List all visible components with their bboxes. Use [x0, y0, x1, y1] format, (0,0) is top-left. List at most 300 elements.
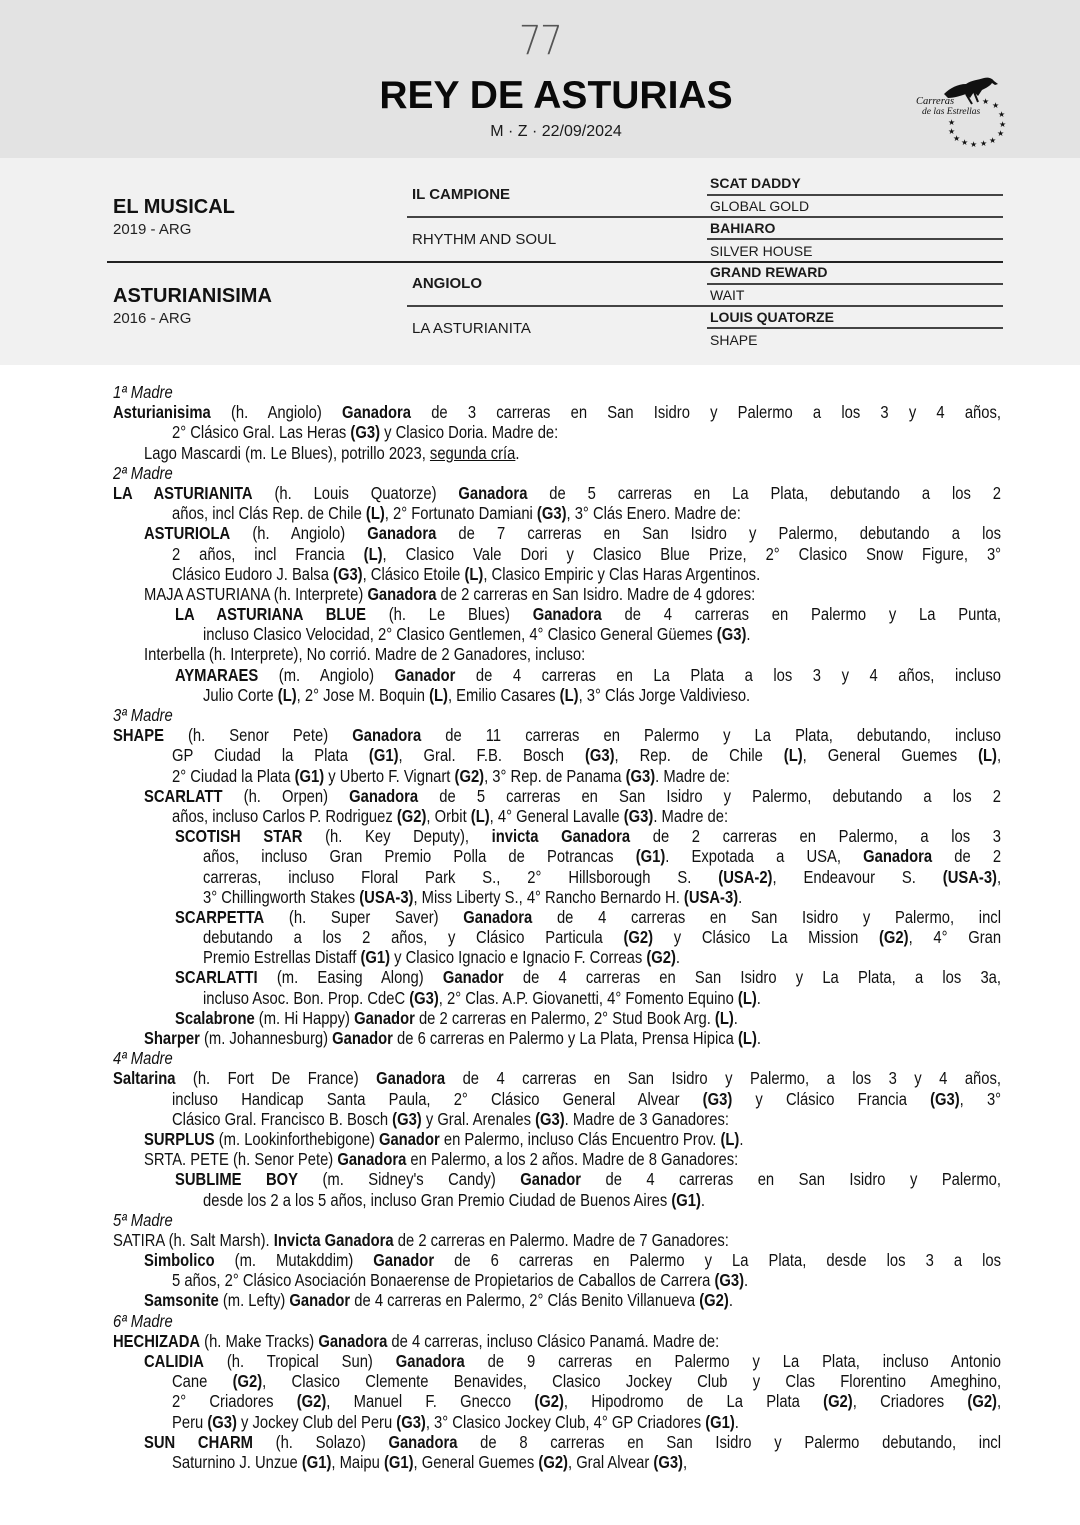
bold-text: (L) [783, 745, 803, 766]
text: de 7 carreras en San Isidro y Palermo, debutando a los [436, 523, 1001, 544]
bold-text: (USA-2) [718, 866, 773, 887]
text: , Maipu [331, 1451, 384, 1472]
bold-text: (G1) [671, 1189, 701, 1210]
text-line [113, 1068, 1001, 1088]
text-line [113, 1452, 1001, 1472]
svg-text:★: ★ [982, 97, 990, 106]
bold-text: (L) [977, 745, 997, 766]
text: de 4 carreras, incluso Clásico Panamá. Madre de: [387, 1330, 720, 1351]
dam-name: ASTURIANISIMA [113, 285, 272, 307]
bold-text: Ganadora [367, 583, 437, 604]
page-title: REY DE ASTURIAS [379, 74, 733, 117]
text-line [113, 725, 1001, 745]
great-grandparent: WAIT [710, 287, 745, 303]
svg-text:★: ★ [997, 129, 1005, 138]
text: Saturnino J. Unzue [171, 1451, 302, 1472]
text: 3ª Madre [113, 705, 173, 725]
text: de 4 carreras en Palermo, 2° Clás Benito Villanueva [350, 1290, 700, 1311]
text-line [113, 1028, 1001, 1048]
bold-text: SHAPE [113, 725, 164, 746]
divider [407, 305, 1003, 307]
text: . [743, 1270, 749, 1291]
text-line [113, 826, 1001, 846]
bold-text: Ganador [332, 1028, 393, 1048]
bold-text: SUBLIME BOY [175, 1169, 299, 1190]
great-grandparent: SCAT DADDY [710, 175, 801, 191]
text-line [113, 1169, 1001, 1189]
bold-text: Ganadora [863, 846, 933, 867]
bold-text: Ganadora [318, 1330, 388, 1351]
text: de 11 carreras en Palermo y La Plata, debutando, incluso [421, 725, 1001, 746]
text: (h. Super Saver) [264, 906, 464, 927]
text: . Madre de: [653, 805, 728, 826]
text: , [682, 1451, 687, 1472]
svg-text:★: ★ [989, 136, 997, 145]
text: (h. Key Deputy), [302, 826, 492, 847]
text: de 5 carreras en San Isidro y Palermo, debutando a los 2 [418, 785, 1001, 806]
text: años, incluso Carlos P. Rodriguez [171, 805, 397, 826]
bold-text: (G3) [332, 563, 363, 584]
bold-text: (USA-3) [683, 886, 739, 907]
text: (m. Angiolo) [258, 664, 395, 685]
bold-text: (G2) [623, 927, 653, 948]
text: , Gral Alvear [567, 1451, 654, 1472]
text: Cane [171, 1371, 233, 1392]
bold-text: Ganadora [532, 604, 602, 625]
bold-text: (G3) [534, 1108, 565, 1129]
text: SRTA. PETE (h. Senor Pete) [144, 1149, 338, 1170]
text: en Palermo, a los 2 años. Madre de 8 Ganadores: [406, 1149, 739, 1170]
section-heading [113, 382, 1001, 402]
text-line [113, 1149, 1001, 1169]
bold-text: (G1) [301, 1451, 332, 1472]
bold-text: (G2) [699, 1290, 729, 1311]
text: 5ª Madre [113, 1209, 173, 1230]
bold-text: Samsonite [144, 1290, 219, 1311]
bold-text: (G1) [705, 1411, 735, 1432]
text: . [728, 1290, 733, 1311]
text-line [113, 523, 1001, 543]
text: 5 años, 2° Clásico Asociación Bonaerense de Propietarios de Caballos de Carrera [171, 1270, 715, 1291]
text: de 4 carreras en La Plata a los 3 y 4 años, incluso [455, 664, 1001, 685]
text: , 3° Clasico Jockey Club, 4° GP Criadores [425, 1411, 706, 1432]
pedigree-table [0, 158, 1080, 365]
bold-text: (G3) [929, 1088, 960, 1109]
text: de 3 carreras en San Isidro y Palermo a los 3 y 4 años, [411, 402, 1001, 423]
text-line [113, 947, 1001, 967]
bold-text: Ganadora [352, 725, 422, 746]
bold-text: (L) [470, 805, 490, 826]
text: . [739, 1128, 744, 1149]
logo-text-line2: de las Estrellas [922, 107, 981, 117]
text: , Clasico Empiric y Clas Haras Argentinos. [483, 563, 761, 584]
bold-text: Ganadora [367, 523, 437, 544]
bold-text: Ganador [289, 1290, 351, 1311]
bold-text: (G2) [232, 1371, 263, 1392]
text: y Clásico La Mission [652, 927, 879, 948]
text: . [738, 886, 743, 907]
text: , General Guemes [413, 1451, 539, 1472]
text: de 6 carreras en Palermo y La Plata, Prensa Hipica [392, 1028, 739, 1048]
text: . [746, 624, 751, 645]
bold-text: Sharper [144, 1028, 200, 1048]
text: Premio Estrellas Distaff [202, 947, 361, 968]
bold-text: (G1) [383, 1451, 414, 1472]
text-line [113, 1412, 1001, 1432]
text: Lago Mascardi (m. Le Blues), potrillo 2023, [144, 442, 430, 463]
section-heading [113, 1311, 1001, 1331]
text: , Miss Liberty S., 4° Rancho Bernardo H. [413, 886, 684, 907]
great-grandparent: SILVER HOUSE [710, 243, 813, 259]
text: (m. Lookinforthebigone) [214, 1128, 379, 1149]
bold-text: Ganadora [463, 906, 533, 927]
svg-text:★: ★ [992, 101, 1000, 110]
text: , 3° Rep. de Panama [483, 765, 626, 786]
great-grandparent: SHAPE [710, 332, 758, 348]
bold-text: SURPLUS [144, 1128, 215, 1149]
text-line [113, 1391, 1001, 1411]
bold-text: (G1) [294, 765, 325, 786]
section-heading [113, 463, 1001, 483]
text: , 4° Gran [908, 927, 1001, 948]
logo-text-line1: Carreras [916, 96, 955, 107]
bold-text: (G2) [296, 1391, 327, 1412]
text-line [113, 967, 1001, 987]
text: incluso Handicap Santa Paula, 2° Clásico General Alvear [171, 1088, 703, 1109]
bold-text: (USA-3) [359, 886, 414, 907]
bold-text: (L) [428, 684, 448, 705]
underlined-text: segunda cría [429, 442, 516, 463]
text-line [113, 1290, 1001, 1310]
svg-text:★: ★ [948, 118, 956, 127]
bold-text: (G2) [534, 1391, 564, 1412]
bold-text: (G1) [360, 947, 390, 968]
bold-text: (G3) [716, 624, 747, 645]
text-line [113, 1371, 1001, 1391]
text: debutando a los 2 años, y Clásico Particula [202, 927, 624, 948]
text-line [113, 402, 1001, 422]
bold-text: (G3) [653, 1451, 683, 1472]
text: de 5 carreras en La Plata, debutando a los 2 [527, 482, 1001, 503]
text: , 4° General Lavalle [489, 805, 624, 826]
text-line [113, 1089, 1001, 1109]
text-line [113, 867, 1001, 887]
text: de 2 carreras en San Isidro. Madre de 4 gdores: [436, 583, 756, 604]
text: y Jockey Club del Peru [236, 1411, 397, 1432]
text: (h. Angiolo) [230, 523, 368, 544]
text: . Madre de: [655, 765, 730, 786]
text: Interbella (h. Interprete), No corrió. Madre de 2 Ganadores, incluso: [144, 644, 586, 665]
text: , Rep. de Chile [614, 745, 784, 766]
text-line [113, 443, 1001, 463]
text: , Orbit [426, 805, 471, 826]
text: . [733, 1007, 738, 1028]
text: de 2 carreras en Palermo. Madre de 7 Ganadores: [393, 1229, 729, 1250]
bold-text: Ganadora [349, 785, 419, 806]
great-grandparent: LOUIS QUATORZE [710, 309, 834, 325]
grandsire-paternal: IL CAMPIONE [412, 186, 511, 203]
text: (m. Johannesburg) [199, 1028, 333, 1048]
svg-text:★: ★ [998, 110, 1006, 119]
text-line [113, 786, 1001, 806]
text: , [996, 866, 1001, 887]
grandsire-maternal: ANGIOLO [412, 275, 482, 292]
bold-text: (G2) [878, 927, 909, 948]
text: (m. Mutakddim) [214, 1250, 374, 1271]
text: . [756, 1028, 761, 1048]
bold-text: Ganadora [342, 402, 412, 423]
bold-text: (L) [464, 563, 484, 584]
bold-text: (L) [720, 1128, 740, 1149]
sire-info: 2019 - ARG [113, 221, 192, 238]
text: Peru [171, 1411, 208, 1432]
bold-text: ASTURIOLA [144, 523, 231, 544]
bold-text: SCARLATT [144, 785, 223, 806]
text: , Hipodromo de La Plata [563, 1391, 824, 1412]
bold-text: (G2) [646, 947, 676, 968]
text: de 4 carreras en San Isidro y Palermo, a los 3 y 4 años, [445, 1068, 1001, 1089]
text: (h. Make Tracks) [200, 1330, 319, 1351]
text: desde los 2 a los 5 años, incluso Gran Premio Ciudad de Buenos Aires [202, 1189, 672, 1210]
bold-text: Ganadora [388, 1431, 458, 1452]
bold-text: Ganadora [395, 1351, 465, 1371]
bold-text: invicta Ganadora [491, 826, 631, 847]
text-line [113, 1129, 1001, 1149]
text: Julio Corte [202, 684, 278, 705]
bold-text: Ganadora [376, 1068, 446, 1089]
text: y Uberto F. Vignart [324, 765, 455, 786]
text: 2° Ciudad la Plata [171, 765, 295, 786]
bold-text: SUN CHARM [144, 1431, 253, 1452]
text: . Expotada a USA, [665, 846, 864, 867]
text: . [675, 947, 680, 968]
text: de 4 carreras en San Isidro y Palermo, incl [532, 906, 1001, 927]
bold-text: Ganador [394, 664, 456, 685]
text: carreras, incluso Floral Park S., 2° Hillsborough S. [202, 866, 719, 887]
granddam-paternal: RHYTHM AND SOUL [412, 231, 557, 248]
text: (h. Solazo) [252, 1431, 389, 1452]
divider [407, 216, 1003, 218]
text: . [700, 1189, 705, 1210]
bold-text: LA ASTURIANA BLUE [175, 604, 366, 625]
catalogue-text [113, 382, 1001, 1472]
bold-text: (G3) [350, 422, 380, 443]
bold-text: (G3) [623, 805, 654, 826]
text: 2° Clásico Gral. Las Heras [171, 422, 351, 443]
text: , Criadores [852, 1391, 968, 1412]
text-line [113, 544, 1001, 564]
text: años, incluso Gran Premio Polla de Potrancas [202, 846, 636, 867]
text-line [113, 503, 1001, 523]
text-line [113, 1190, 1001, 1210]
text: de 2 carreras en Palermo, 2° Stud Book Arg. [414, 1007, 715, 1028]
bold-text: Ganadora [458, 482, 528, 503]
text: 6ª Madre [113, 1310, 173, 1331]
bold-text: Simbolico [144, 1250, 215, 1271]
bold-text: (G2) [823, 1391, 853, 1412]
text-line [113, 624, 1001, 644]
bold-text: (G3) [409, 987, 439, 1008]
text: . [734, 1411, 739, 1432]
text: , [996, 745, 1001, 766]
carreras-de-las-estrellas-logo [912, 72, 1010, 148]
bold-text: Invicta Ganadora [273, 1229, 394, 1250]
text: de 6 carreras en Palermo y La Plata, desde los 3 a los [434, 1250, 1001, 1271]
text: (h. Louis Quatorze) [252, 482, 459, 503]
text-line [113, 1270, 1001, 1290]
bold-text: (G2) [454, 765, 484, 786]
text: en Palermo, incluso Clás Encuentro Prov. [439, 1128, 721, 1149]
bold-text: (G3) [702, 1088, 733, 1109]
bold-text: (G1) [635, 846, 666, 867]
text: , Endeavour S. [772, 866, 943, 887]
text: (h. Orpen) [222, 785, 350, 806]
text: de 4 carreras en San Isidro y La Plata, a los 3a, [503, 967, 1001, 988]
text: , Clasico Clemente Benavides, Clasico Jockey Club y Clas Florentino Ameghino, [262, 1371, 1001, 1392]
text: años, incl Clás Rep. de Chile [171, 503, 366, 524]
bold-text: LA ASTURIANITA [113, 482, 253, 503]
text: . Madre de 3 Ganadores: [564, 1108, 729, 1129]
text-line [113, 887, 1001, 907]
bold-text: Scalabrone [175, 1007, 255, 1028]
text: (h. Fort De France) [175, 1068, 377, 1089]
text-line [113, 422, 1001, 442]
bold-text: Asturianisima [113, 402, 211, 423]
bold-text: Saltarina [113, 1068, 176, 1089]
great-grandparent: GRAND REWARD [710, 264, 828, 280]
text-line [113, 1230, 1001, 1250]
bold-text: (G2) [538, 1451, 568, 1472]
text: GP Ciudad la Plata [171, 745, 369, 766]
text-line [113, 665, 1001, 685]
bold-text: (G1) [368, 745, 399, 766]
text: , 3° [959, 1088, 1001, 1109]
text-line [113, 846, 1001, 866]
bold-text: (G3) [584, 745, 615, 766]
text: 2ª Madre [113, 462, 173, 483]
svg-text:★: ★ [970, 140, 978, 148]
bold-text: (G3) [207, 1411, 237, 1432]
bold-text: HECHIZADA [113, 1330, 201, 1351]
text-line [113, 1109, 1001, 1129]
text-line [113, 1351, 1001, 1371]
divider [107, 261, 1003, 263]
text: , Emilio Casares [447, 684, 560, 705]
bold-text: SCOTISH STAR [175, 826, 303, 847]
text: 2° Criadores [171, 1391, 297, 1412]
text: (h. Angiolo) [210, 402, 343, 423]
bold-text: (G2) [967, 1391, 997, 1412]
text-line [113, 564, 1001, 584]
text-line [113, 988, 1001, 1008]
text: de 9 carreras en Palermo y La Plata, incluso Antonio [464, 1351, 1001, 1371]
text: . [515, 442, 520, 463]
text: , General Guemes [802, 745, 978, 766]
text: (h. Senor Pete) [163, 725, 353, 746]
text: , 2° Jose M. Boquin [296, 684, 429, 705]
section-heading [113, 1048, 1001, 1068]
bold-text: (L) [738, 1028, 757, 1048]
text: MAJA ASTURIANA (h. Interprete) [144, 583, 368, 604]
text-line [113, 1331, 1001, 1351]
text: (m. Easing Along) [257, 967, 443, 988]
bold-text: (G3) [714, 1270, 744, 1291]
text-line [113, 685, 1001, 705]
bold-text: SCARLATTI [175, 967, 258, 988]
text: (h. Le Blues) [365, 604, 533, 625]
text: y Gral. Arenales [421, 1108, 535, 1129]
text-line [113, 1250, 1001, 1270]
bold-text: (L) [365, 503, 385, 524]
bold-text: (L) [559, 684, 579, 705]
svg-text:★: ★ [948, 127, 956, 136]
text: (m. Sidney's Candy) [298, 1169, 521, 1190]
section-heading [113, 705, 1001, 725]
text: 1ª Madre [113, 382, 173, 402]
bold-text: (L) [714, 1007, 734, 1028]
text: (h. Tropical Sun) [203, 1351, 396, 1371]
divider [707, 238, 1003, 240]
section-heading [113, 1210, 1001, 1230]
text-line [113, 604, 1001, 624]
text: , 3° Clás Enero. Madre de: [566, 503, 741, 524]
divider [707, 283, 1003, 285]
text: . [756, 987, 761, 1008]
bold-text: (L) [363, 543, 383, 564]
text: de 2 [932, 846, 1001, 867]
bold-text: (G3) [396, 1411, 426, 1432]
text-line [113, 806, 1001, 826]
text: (m. Lefty) [218, 1290, 290, 1311]
text: de 2 carreras en Palermo, a los 3 [630, 826, 1001, 847]
text-line [113, 766, 1001, 786]
text-line [113, 745, 1001, 765]
text: y Clasico Ignacio e Ignacio F. Correas [389, 947, 647, 968]
bold-text: (USA-3) [942, 866, 997, 887]
text-line [113, 584, 1001, 604]
divider [707, 194, 1003, 196]
granddam-maternal: LA ASTURIANITA [412, 320, 531, 337]
text: y Clasico Doria. Madre de: [379, 422, 559, 443]
text: de 4 carreras en Palermo y La Punta, [601, 604, 1002, 625]
text: de 4 carreras en San Isidro y Palermo, [581, 1169, 1001, 1190]
text: , Clasico Vale Dori y Clasico Blue Prize, 2° Clasico Snow Figure, 3° [382, 543, 1001, 564]
text: 3° Chillingworth Stakes [202, 886, 360, 907]
bold-text: (G3) [625, 765, 656, 786]
text: , Clásico Etoile [362, 563, 465, 584]
bold-text: (G2) [396, 805, 427, 826]
text: , 2° Fortunato Damiani [384, 503, 537, 524]
bold-text: SCARPETTA [175, 906, 265, 927]
text: 2 años, incl Francia [171, 543, 364, 564]
great-grandparent: GLOBAL GOLD [710, 198, 810, 214]
text: de 8 carreras en San Isidro y Palermo debutando, incl [457, 1431, 1001, 1452]
bold-text: CALIDIA [144, 1351, 204, 1371]
header-band [0, 0, 1080, 158]
divider [707, 327, 1003, 329]
text: Clásico Eudoro J. Balsa [171, 563, 333, 584]
text: 4ª Madre [113, 1048, 173, 1069]
bold-text: (G3) [392, 1108, 422, 1129]
text-line [113, 483, 1001, 503]
text-line [113, 1008, 1001, 1028]
bold-text: (L) [737, 987, 757, 1008]
bold-text: Ganador [354, 1007, 415, 1028]
bold-text: Ganador [378, 1128, 440, 1149]
text-line [113, 1432, 1001, 1452]
text-line [113, 644, 1001, 664]
sale-info: M · Z · 22/09/2024 [490, 123, 622, 140]
